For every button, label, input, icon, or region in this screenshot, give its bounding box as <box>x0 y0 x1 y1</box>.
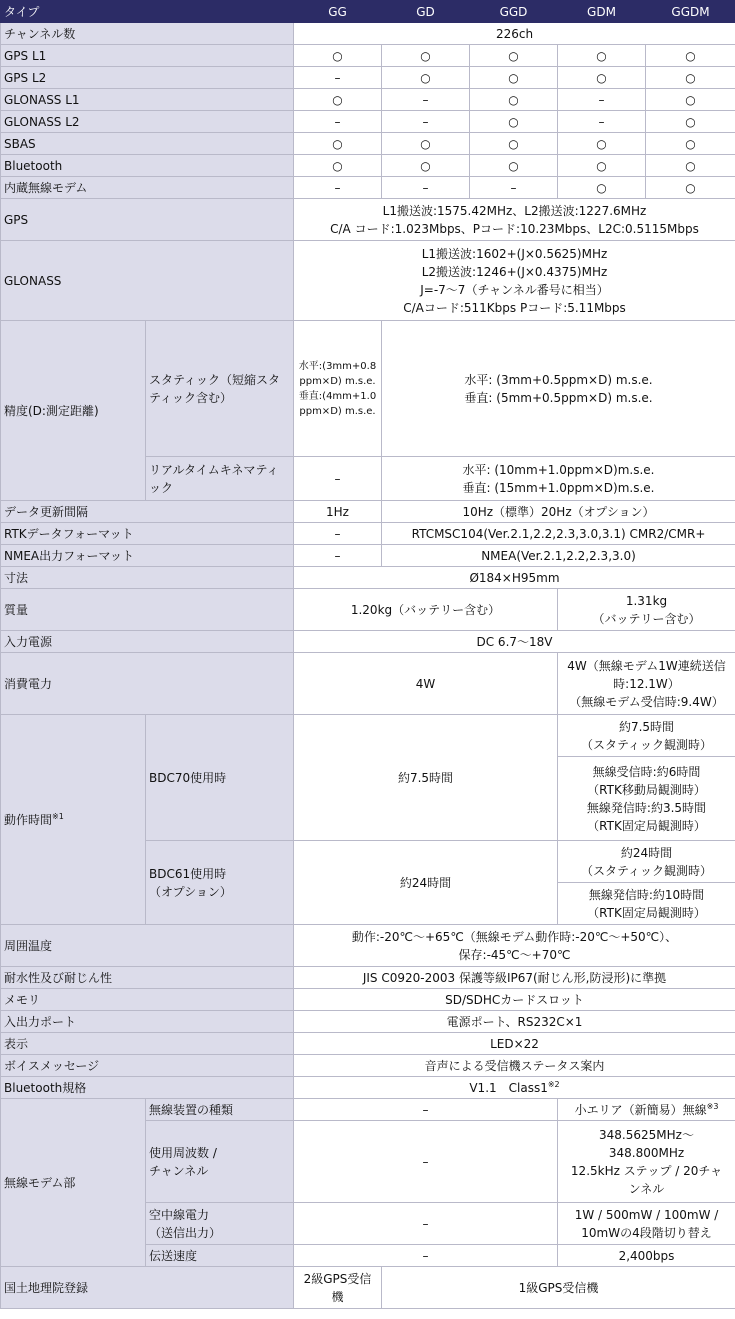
dimensions-value: Ø184×H95mm <box>294 567 735 589</box>
feature-mark: ○ <box>470 133 558 155</box>
row-glonass-l2 <box>1 111 735 133</box>
model-gd: GD <box>382 1 470 23</box>
bdc70-rtk <box>558 757 735 841</box>
bdc70-a: 約7.5時間 <box>294 715 558 841</box>
display-label: 表示 <box>1 1033 294 1055</box>
rtk-format-label: RTKデータフォーマット <box>1 523 294 545</box>
feature-mark: ○ <box>646 111 735 133</box>
feature-mark: ○ <box>646 133 735 155</box>
op-line: （スタティック観測時） <box>580 737 713 752</box>
feature-mark: ○ <box>294 45 382 67</box>
static-label: スタティック（短縮スタティック含む） <box>146 321 294 457</box>
model-ggd: GGD <box>470 1 558 23</box>
modem-type-a: – <box>294 1099 558 1121</box>
temperature-value <box>294 925 735 967</box>
modem-line: ンネル <box>628 1181 665 1196</box>
registration-gg <box>294 1267 382 1309</box>
modem-label: 無線モデム部 <box>1 1099 146 1267</box>
display-value: LED×22 <box>294 1033 735 1055</box>
feature-mark: ○ <box>382 133 470 155</box>
model-ggdm: GGDM <box>646 1 735 23</box>
bdc61-static <box>558 841 735 883</box>
feature-mark: ○ <box>646 177 735 199</box>
row-accuracy-static <box>1 321 735 457</box>
feature-mark: ○ <box>646 89 735 111</box>
feature-mark: ○ <box>470 89 558 111</box>
row-water-dust <box>1 967 735 989</box>
registration-label: 国土地理院登録 <box>1 1267 294 1309</box>
op-line: 無線発信時:約3.5時間 <box>586 800 707 815</box>
feature-label: 内蔵無線モデム <box>1 177 294 199</box>
nmea-format-gg: – <box>294 545 382 567</box>
static-gg-value: 水平:(3mm+0.8 ppm×D) m.s.e. 垂直:(4mm+1.0 ppm×D) m.s.e. <box>294 321 382 457</box>
model-gg: GG <box>294 1 382 23</box>
bdc61-a: 約24時間 <box>294 841 558 925</box>
modem-type-text: 小エリア（新簡易）無線 <box>574 1102 707 1117</box>
accuracy-label: 精度(D:測定距離) <box>1 321 146 501</box>
modem-speed-b: 2,400bps <box>558 1245 735 1267</box>
feature-mark: ○ <box>294 89 382 111</box>
dimensions-label: 寸法 <box>1 567 294 589</box>
modem-freq-a: – <box>294 1121 558 1203</box>
accuracy-line: 水平: (3mm+0.5ppm×D) m.s.e. <box>464 372 653 387</box>
water-dust-label: 耐水性及び耐じん性 <box>1 967 294 989</box>
op-line: 約24時間 <box>620 845 673 860</box>
row-channels <box>1 23 735 45</box>
bdc61-label-line: BDC61使用時 <box>149 866 227 881</box>
feature-mark: ○ <box>294 155 382 177</box>
feature-label: GLONASS L1 <box>1 89 294 111</box>
io-port-label: 入出力ポート <box>1 1011 294 1033</box>
rtk-other-value <box>382 457 735 501</box>
power-line: 4W（無線モデム1W連続送信 <box>567 658 726 673</box>
registration-line: 2級GPS受信 <box>303 1271 372 1286</box>
feature-mark: – <box>294 67 382 89</box>
row-bluetooth <box>1 155 735 177</box>
glonass-line: L1搬送波:1602+(J×0.5625)MHz <box>421 246 608 261</box>
glonass-label: GLONASS <box>1 241 294 321</box>
bdc70-label: BDC70使用時 <box>146 715 294 841</box>
modem-speed-label: 伝送速度 <box>146 1245 294 1267</box>
accuracy-line: 垂直: (15mm+1.0ppm×D)m.s.e. <box>462 480 655 495</box>
modem-freq-label <box>146 1121 294 1203</box>
glonass-value <box>294 241 735 321</box>
update-rate-label: データ更新間隔 <box>1 501 294 523</box>
op-line: 無線受信時:約6時間 <box>592 764 701 779</box>
bdc61-label-line: （オプション） <box>149 884 232 899</box>
channels-label: チャンネル数 <box>1 23 294 45</box>
row-power-input <box>1 631 735 653</box>
update-rate-other: 10Hz（標準）20Hz（オプション） <box>382 501 735 523</box>
modem-antenna-label-line: （送信出力） <box>149 1225 222 1240</box>
io-port-value: 電源ポート、RS232C×1 <box>294 1011 735 1033</box>
voice-value: 音声による受信機ステータス案内 <box>294 1055 735 1077</box>
row-registration <box>1 1267 735 1309</box>
row-temperature <box>1 925 735 967</box>
operating-time-text: 動作時間 <box>4 812 53 827</box>
op-line: （RTK固定局観測時） <box>587 905 706 920</box>
row-sbas <box>1 133 735 155</box>
feature-label: GLONASS L2 <box>1 111 294 133</box>
feature-mark: – <box>382 111 470 133</box>
bdc70-static <box>558 715 735 757</box>
row-glonass-signal <box>1 241 735 321</box>
feature-mark: ○ <box>646 45 735 67</box>
memory-label: メモリ <box>1 989 294 1011</box>
power-input-value: DC 6.7〜18V <box>294 631 735 653</box>
row-rtk-format <box>1 523 735 545</box>
row-weight <box>1 589 735 631</box>
feature-mark: – <box>558 89 646 111</box>
feature-mark: ○ <box>558 67 646 89</box>
row-gps-signal <box>1 199 735 241</box>
modem-antenna-a: – <box>294 1203 558 1245</box>
static-other-value <box>382 321 735 457</box>
feature-mark: ○ <box>470 155 558 177</box>
power-consumption-label: 消費電力 <box>1 653 294 715</box>
feature-mark: ○ <box>382 155 470 177</box>
modem-antenna-b <box>558 1203 735 1245</box>
feature-mark: ○ <box>558 45 646 67</box>
feature-mark: – <box>294 111 382 133</box>
feature-mark: ○ <box>470 45 558 67</box>
row-gps-l2 <box>1 67 735 89</box>
rtk-gg-value: – <box>294 457 382 501</box>
row-voice <box>1 1055 735 1077</box>
op-line: （スタティック観測時） <box>580 863 713 878</box>
weight-a: 1.20kg（バッテリー含む） <box>294 589 558 631</box>
feature-mark: ○ <box>558 155 646 177</box>
accuracy-line: 水平: (10mm+1.0ppm×D)m.s.e. <box>462 462 655 477</box>
weight-line: 1.31kg <box>625 593 668 608</box>
feature-label: SBAS <box>1 133 294 155</box>
power-consumption-b <box>558 653 735 715</box>
weight-b <box>558 589 735 631</box>
modem-type-b <box>558 1099 735 1121</box>
footnote-mark: ※1 <box>52 811 64 821</box>
feature-mark: – <box>558 111 646 133</box>
feature-label: GPS L1 <box>1 45 294 67</box>
model-gdm: GDM <box>558 1 646 23</box>
row-modem-type <box>1 1099 735 1121</box>
row-memory <box>1 989 735 1011</box>
nmea-format-label: NMEA出力フォーマット <box>1 545 294 567</box>
header-row <box>1 1 735 23</box>
power-line: （無線モデム受信時:9.4W） <box>569 694 724 709</box>
row-nmea-format <box>1 545 735 567</box>
accuracy-line: 垂直: (5mm+0.5ppm×D) m.s.e. <box>464 390 653 405</box>
row-update-rate <box>1 501 735 523</box>
type-label: タイプ <box>1 1 294 23</box>
feature-mark: – <box>382 177 470 199</box>
op-line: （RTK移動局観測時） <box>587 782 706 797</box>
temperature-line: 動作:-20℃〜+65℃（無線モデム動作時:-20℃〜+50℃）、 <box>351 929 678 944</box>
glonass-line: L2搬送波:1246+(J×0.4375)MHz <box>421 264 608 279</box>
row-glonass-l1 <box>1 89 735 111</box>
update-rate-gg: 1Hz <box>294 501 382 523</box>
glonass-line: J=-7〜7（チャンネル番号に相当） <box>420 282 609 297</box>
feature-mark: ○ <box>382 45 470 67</box>
modem-freq-b <box>558 1121 735 1203</box>
row-op-bdc70-static <box>1 715 735 757</box>
temperature-line: 保存:-45℃〜+70℃ <box>458 947 571 962</box>
voice-label: ボイスメッセージ <box>1 1055 294 1077</box>
bt-spec-text: V1.1 Class1 <box>469 1080 548 1095</box>
rtk-format-other: RTCMSC104(Ver.2.1,2.2,2.3,3.0,3.1) CMR2/CMR+ <box>382 523 735 545</box>
row-gps-l1 <box>1 45 735 67</box>
op-line: 無線発信時:約10時間 <box>588 887 705 902</box>
modem-line: 1W / 500mW / 100mW / <box>574 1207 719 1222</box>
footnote-mark: ※2 <box>547 1079 560 1089</box>
rtk-format-gg: – <box>294 523 382 545</box>
feature-mark: ○ <box>294 133 382 155</box>
glonass-line: C/Aコード:511Kbps Pコード:5.11Mbps <box>403 300 626 315</box>
feature-mark: ○ <box>646 155 735 177</box>
power-consumption-a: 4W <box>294 653 558 715</box>
feature-mark: ○ <box>470 111 558 133</box>
gps-line: L1搬送波:1575.42MHz、L2搬送波:1227.6MHz <box>382 203 647 218</box>
bt-spec-value <box>294 1077 735 1099</box>
feature-mark: ○ <box>558 133 646 155</box>
temperature-label: 周囲温度 <box>1 925 294 967</box>
feature-mark: ○ <box>470 67 558 89</box>
weight-line: （バッテリー含む） <box>592 611 701 626</box>
modem-line: 348.5625MHz〜 <box>599 1127 694 1142</box>
modem-line: 348.800MHz <box>608 1145 685 1160</box>
registration-other: 1級GPS受信機 <box>382 1267 735 1309</box>
bdc61-rtk <box>558 883 735 925</box>
footnote-mark: ※3 <box>706 1101 719 1111</box>
row-bt-spec <box>1 1077 735 1099</box>
feature-label: Bluetooth <box>1 155 294 177</box>
op-line: （RTK固定局観測時） <box>587 818 706 833</box>
modem-line: 10mWの4段階切り替え <box>581 1225 712 1240</box>
row-power-consumption <box>1 653 735 715</box>
feature-mark: ○ <box>558 177 646 199</box>
registration-line: 機 <box>331 1289 344 1304</box>
channels-value: 226ch <box>294 23 735 45</box>
modem-antenna-label <box>146 1203 294 1245</box>
row-dimensions <box>1 567 735 589</box>
operating-time-label <box>1 715 146 925</box>
power-line: 時:12.1W） <box>613 676 680 691</box>
feature-mark: – <box>294 177 382 199</box>
water-dust-value: JIS C0920-2003 保護等級IP67(耐じん形,防浸形)に準拠 <box>294 967 735 989</box>
feature-mark: – <box>382 89 470 111</box>
modem-freq-label-line: 使用周波数 / <box>149 1145 217 1160</box>
row-io-port <box>1 1011 735 1033</box>
modem-line: 12.5kHz ステップ / 20チャ <box>570 1163 723 1178</box>
bdc61-label <box>146 841 294 925</box>
gps-value <box>294 199 735 241</box>
modem-freq-label-line: チャンネル <box>149 1163 209 1178</box>
nmea-format-other: NMEA(Ver.2.1,2.2,2.3,3.0) <box>382 545 735 567</box>
weight-label: 質量 <box>1 589 294 631</box>
gps-line: C/A コード:1.023Mbps、Pコード:10.23Mbps、L2C:0.5115Mbps <box>330 221 699 236</box>
feature-label: GPS L2 <box>1 67 294 89</box>
bt-spec-label: Bluetooth規格 <box>1 1077 294 1099</box>
rtk-label: リアルタイムキネマティック <box>146 457 294 501</box>
feature-mark: – <box>470 177 558 199</box>
feature-mark: ○ <box>646 67 735 89</box>
row-display <box>1 1033 735 1055</box>
feature-mark: ○ <box>382 67 470 89</box>
row-modem <box>1 177 735 199</box>
gps-label: GPS <box>1 199 294 241</box>
modem-antenna-label-line: 空中線電力 <box>149 1207 210 1222</box>
memory-value: SD/SDHCカードスロット <box>294 989 735 1011</box>
op-line: 約7.5時間 <box>618 719 675 734</box>
modem-speed-a: – <box>294 1245 558 1267</box>
power-input-label: 入力電源 <box>1 631 294 653</box>
modem-type-label: 無線装置の種類 <box>146 1099 294 1121</box>
